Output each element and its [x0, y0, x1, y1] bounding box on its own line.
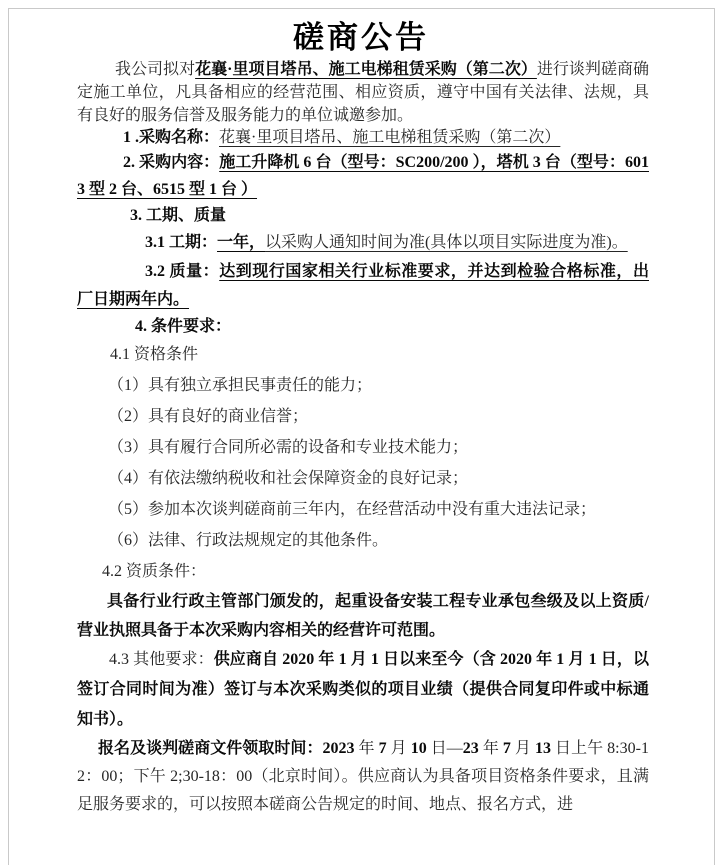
- text-run: 年: [478, 740, 503, 757]
- procurement-content-line: [77, 149, 649, 203]
- text-run: 月: [510, 740, 535, 757]
- text-run: 月: [386, 740, 411, 757]
- text-run: 具备行业行政主管部门颁发的，起重设备安装工程专业承包叁级及以上资质/营业执照具备于本次采购内容相关的经营许可范围。: [77, 593, 649, 639]
- text-run: 7: [378, 740, 387, 757]
- text-run: 日上午 8:30-12：00；下午 2;30-18：00（北京时间）。供应商认为具备项目资格条件要求，且满足服务要求的，可以按照本磋商公告规定的时间、地点、报名方式，进: [77, 740, 649, 813]
- document-body: [77, 58, 649, 819]
- text-run: （1）具有独立承担民事责任的能力；: [108, 377, 373, 394]
- qualification-requirement: [77, 587, 649, 645]
- text-run: 报名及谈判磋商文件领取时间：: [98, 740, 323, 757]
- text-run: 以采购人通知时间为准(具体以项目实际进度为准)。: [265, 234, 628, 251]
- text-run: 23: [462, 740, 479, 757]
- text-run: （4）有依法缴纳税收和社会保障资金的良好记录；: [108, 470, 469, 487]
- text-run: 我公司拟对: [115, 61, 196, 78]
- text-run: （3）具有履行合同所必需的设备和专业技术能力；: [108, 439, 469, 456]
- text-run: （5）参加本次谈判磋商前三年内，在经营活动中没有重大违法记录；: [108, 501, 597, 518]
- text-run: 4.1 资格条件: [110, 346, 199, 363]
- text-run: 4.2 资质条件：: [102, 563, 207, 580]
- text-run: 达到现行国家相关行业标准要求，并达到检验合格标准，出厂日期两年内。: [77, 263, 649, 308]
- text-run: （2）具有良好的商业信誉；: [108, 408, 309, 425]
- text-run: 花襄·里项目塔吊、施工电梯租赁采购（第二次）: [219, 129, 561, 146]
- section-4-3-other-requirements: [77, 645, 649, 735]
- text-run: 一年，: [217, 234, 266, 251]
- section-4-heading: [77, 314, 649, 340]
- text-run: 13: [535, 740, 551, 757]
- text-run: 日—: [426, 740, 463, 757]
- text-run: 7: [502, 740, 511, 757]
- condition-item-2: [77, 401, 649, 432]
- section-4-2-heading: [77, 556, 649, 587]
- text-run: 1 .采购名称：: [123, 129, 220, 146]
- condition-item-6: [77, 525, 649, 556]
- page-title: 磋商公告: [293, 20, 429, 55]
- text-run: 4. 条件要求：: [135, 318, 232, 335]
- section-4-1-heading: [77, 340, 649, 370]
- text-run: （6）法律、行政法规规定的其他条件。: [108, 532, 389, 549]
- text-run: 2. 采购内容：: [123, 154, 220, 171]
- text-run: 年: [354, 740, 379, 757]
- text-run: 3.2 质量：: [145, 263, 220, 280]
- text-run: 3.1 工期：: [145, 234, 218, 251]
- intro-paragraph: [77, 58, 649, 127]
- section-3-2-quality: [77, 258, 649, 314]
- text-run: 4.3 其他要求：: [109, 651, 214, 668]
- condition-item-5: [77, 494, 649, 525]
- section-3-heading: [77, 203, 649, 228]
- text-run: 花襄·里项目塔吊、施工电梯租赁采购（第二次）: [195, 61, 537, 78]
- text-run: 10: [410, 740, 427, 757]
- condition-item-1: [77, 370, 649, 401]
- procurement-name-line: [77, 127, 649, 149]
- registration-time-paragraph: [77, 735, 649, 819]
- text-run: 供应商自 2020 年 1 月 1 日以来至今（含 2020 年 1 月 1 日，以签订合同时间为准）签订与本次采购类似的项目业绩（提供合同复印件或中标通知书）。: [77, 651, 649, 728]
- condition-item-3: [77, 432, 649, 463]
- text-run: 进行谈判磋商确定施工单位，凡具备相应的经营范围、相应资质，遵守中国有关法律、法规，具有良好的服务信誉及服务能力的单位诚邀参加。: [77, 61, 649, 124]
- section-3-1-duration: [77, 228, 649, 258]
- text-run: 施工升降机 6 台（型号：SC200/200 ），塔机 3 台（型号：6013 型 2 台、6515 型 1 台 ）: [77, 154, 649, 198]
- text-run: 2023: [322, 740, 355, 757]
- text-run: 3. 工期、质量: [130, 207, 227, 224]
- condition-item-4: [77, 463, 649, 494]
